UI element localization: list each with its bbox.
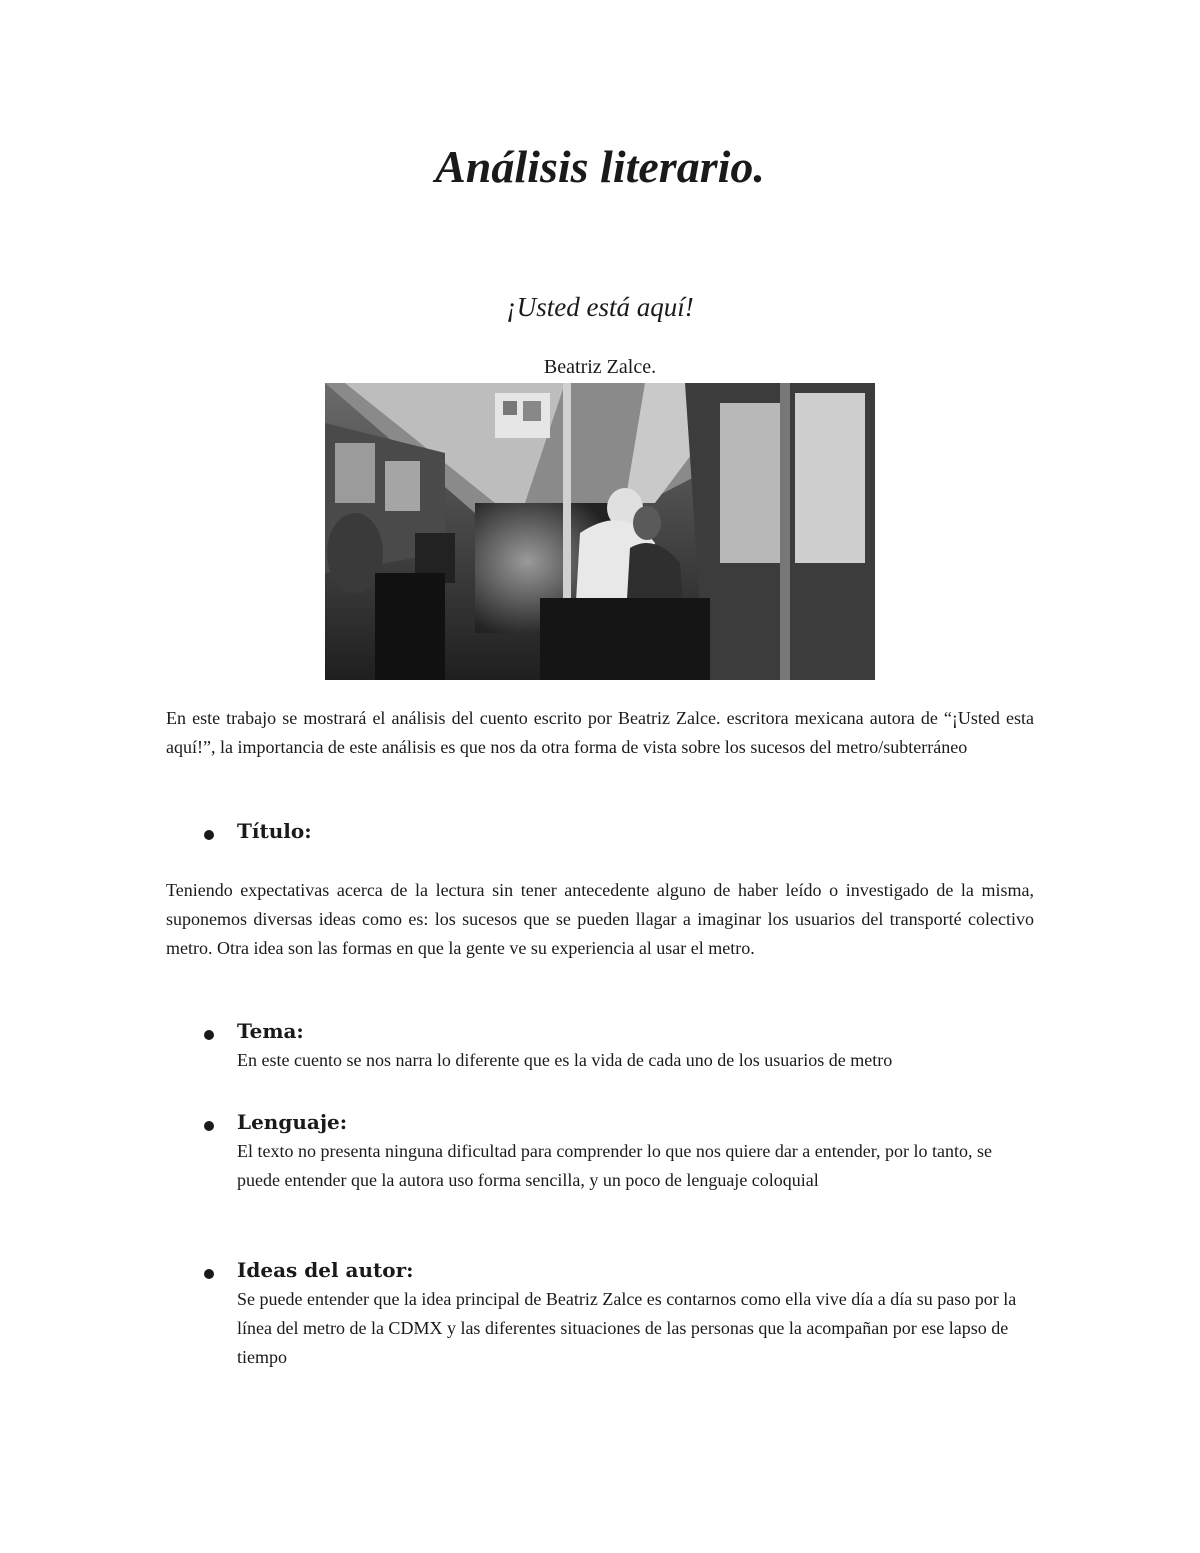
intro-paragraph: En este trabajo se mostrará el análisis del cuento escrito por Beatriz Zalce. escritora mexicana autora de “¡Usted esta aquí!”, la importancia de este análisis es que nos da otra forma de vista sobre los sucesos del metro/subterráneo — [166, 708, 1034, 757]
section-label: Título: — [237, 819, 312, 843]
prediction-paragraph: Teniendo expectativas acerca de la lectura sin tener antecedente alguno de haber leído o investigado de la misma, suponemos diversas ideas como es: los sucesos que se pueden llagar a imaginar los usuarios del transporté colectivo metro. Otra idea son las formas en que la gente ve su experiencia al usar el metro. — [166, 880, 1034, 958]
bullet-icon — [204, 830, 214, 840]
subway-photo-illustration — [325, 383, 875, 680]
bullet-icon — [204, 1030, 214, 1040]
section-label: Lenguaje: — [237, 1110, 348, 1134]
section-text: El texto no presenta ninguna dificultad para comprender lo que nos quiere dar a entender, por lo tanto, se puede entender que la autora uso forma sencilla, y un poco de lenguaje coloquial — [237, 1141, 993, 1190]
section-text: En este cuento se nos narra lo diferente que es la vida de cada uno de los usuarios de metro — [237, 1050, 893, 1070]
bullet-icon — [204, 1121, 214, 1131]
section-label: Ideas del autor: — [237, 1258, 414, 1282]
author-name: Beatriz Zalce. — [543, 356, 657, 378]
story-title: ¡Usted está aquí! — [506, 292, 694, 322]
document-title: Análisis literario. — [435, 141, 765, 192]
section-text: Se puede entender que la idea principal de Beatriz Zalce es contarnos como ella vive día a día su paso por la línea del metro de la CDMX y las diferentes situaciones de las personas que la acompañan por ese lapso de tiempo — [237, 1289, 1017, 1367]
bullet-icon — [204, 1269, 214, 1279]
section-label: Tema: — [237, 1019, 304, 1043]
subway-photo — [325, 383, 875, 680]
